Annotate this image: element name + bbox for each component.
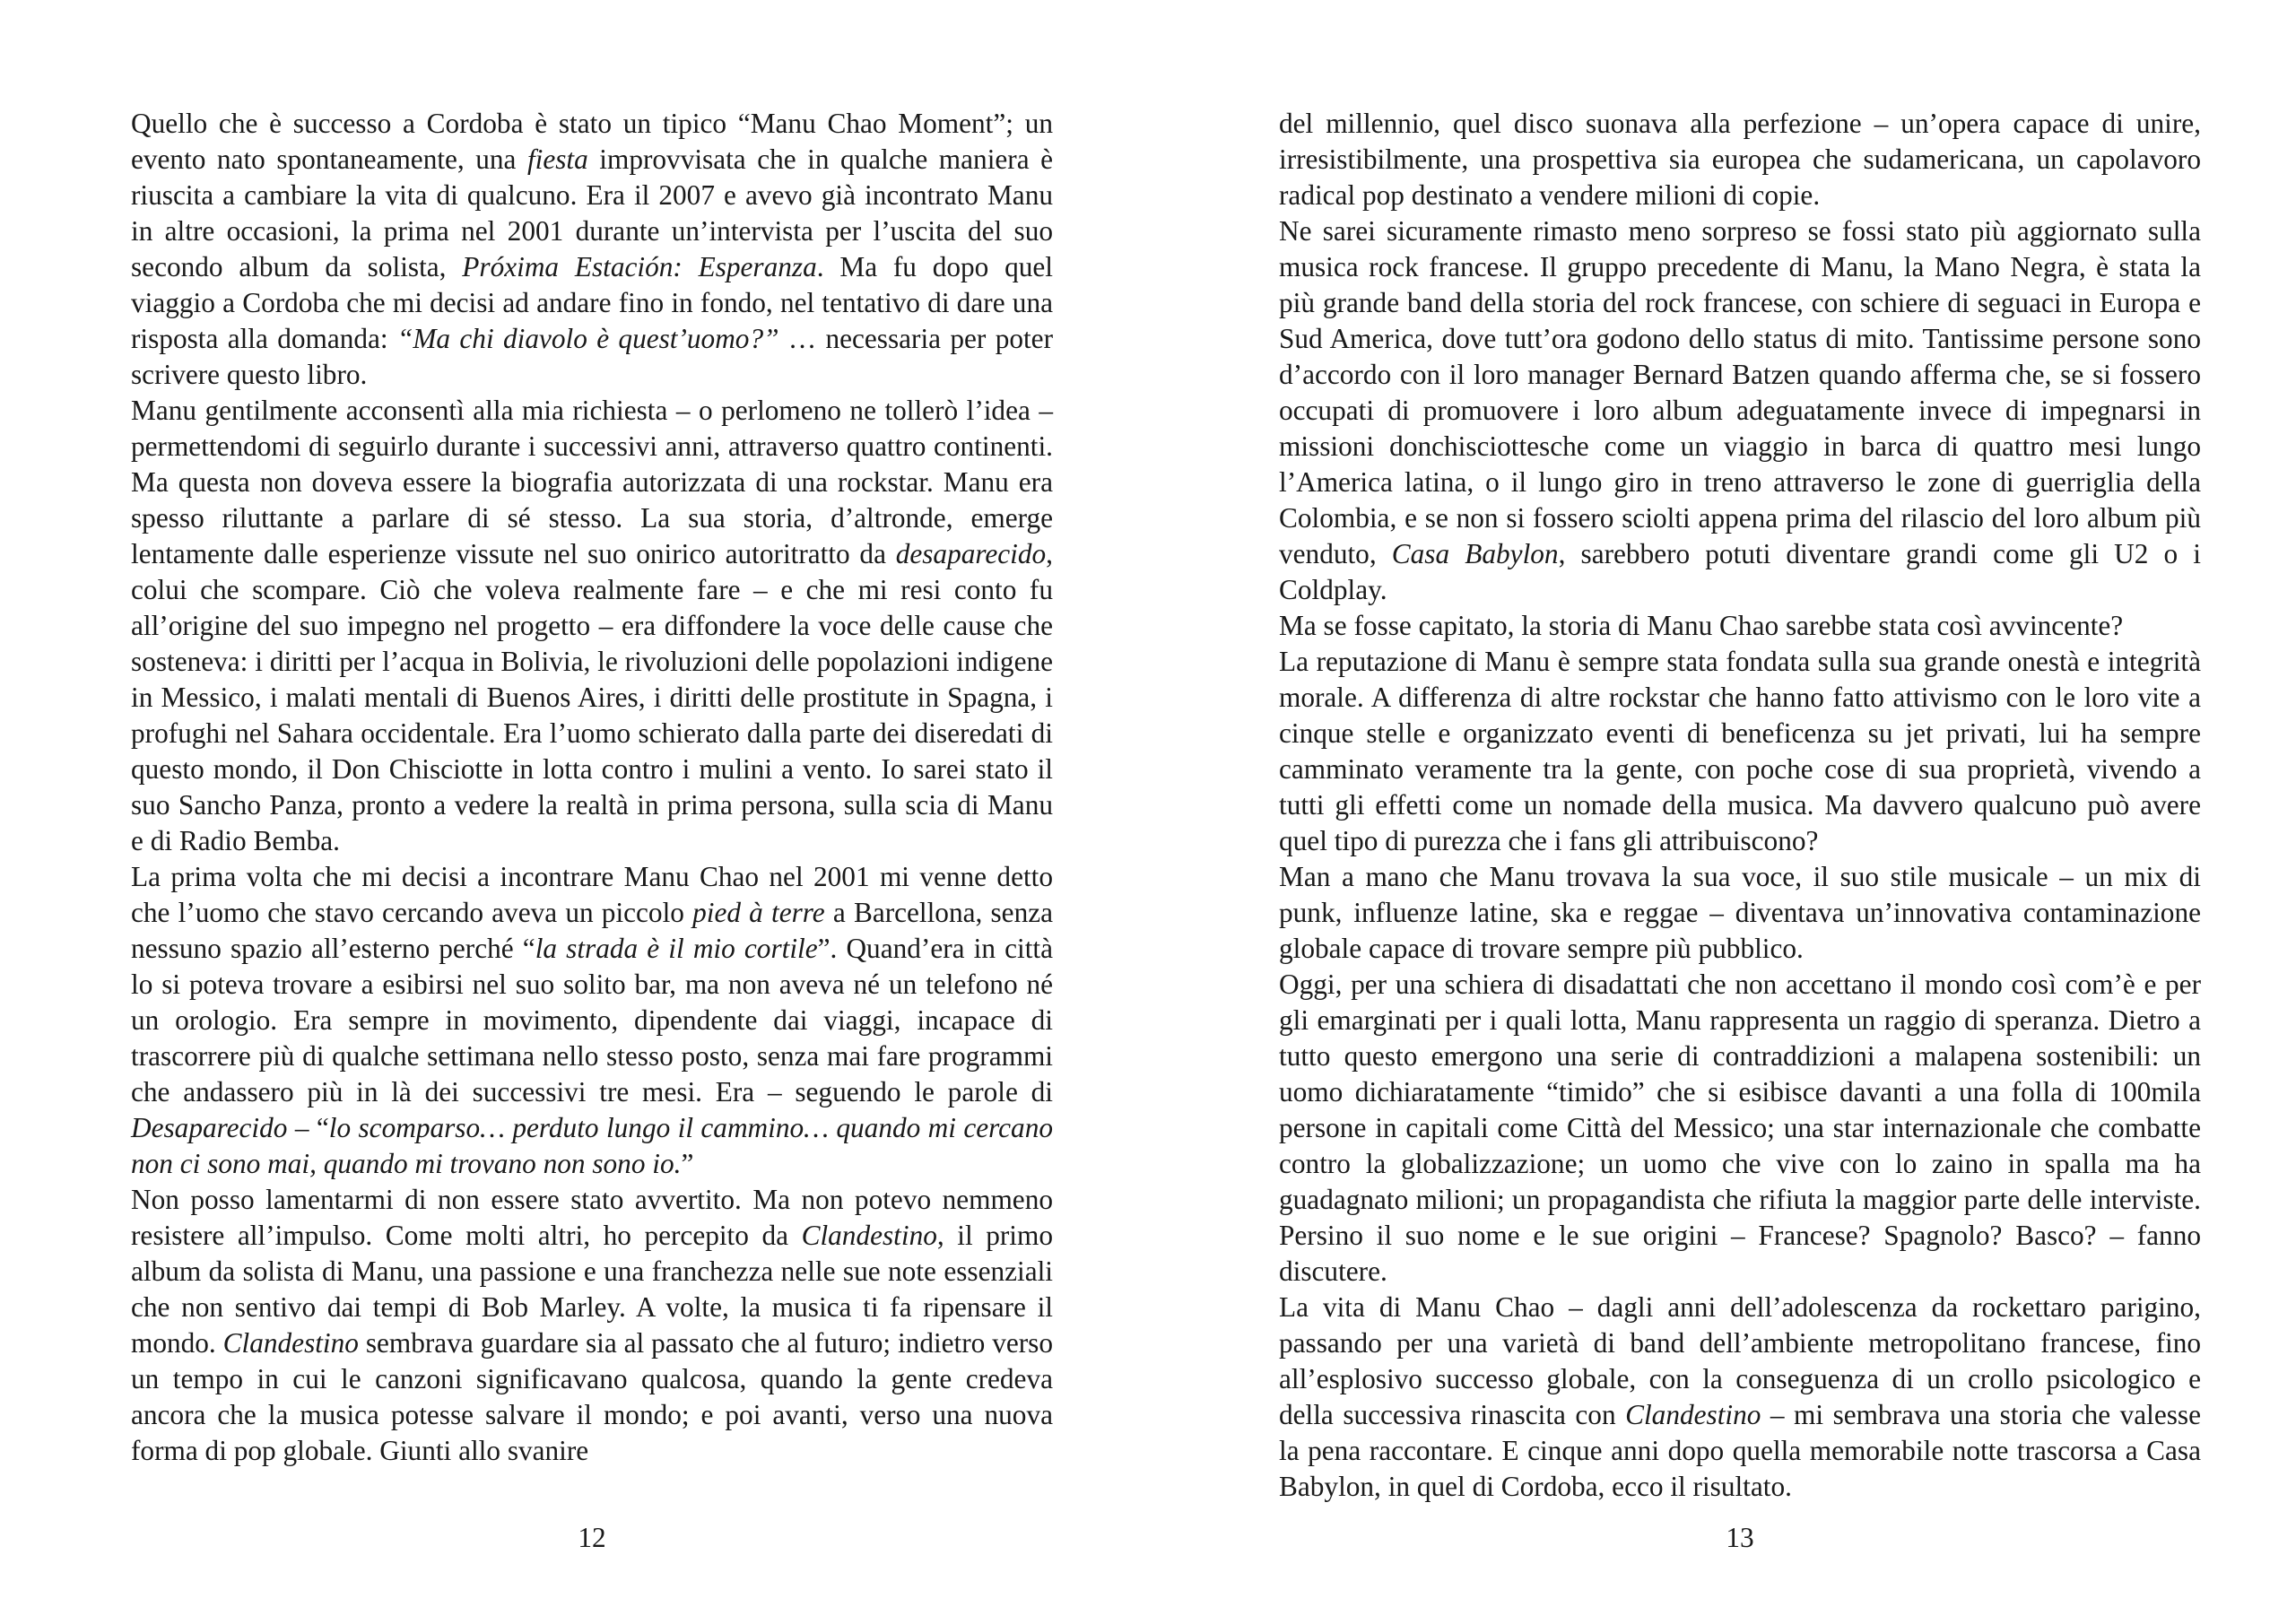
paragraph: Manu gentilmente acconsentì alla mia richiesta – o perlomeno ne tollerò l’idea – permettendomi di seguirlo durante i successivi anni, attraverso quattro continenti. Ma questa non doveva essere la biografia autorizzata di una rockstar. Manu era spesso riluttante a parlare di sé stesso. La sua storia, d’altronde, emerge lentamente dalle esperienze vissute nel suo onirico autoritratto da desaparecido, colui che scompare. Ciò che voleva realmente fare – e che mi resi conto fu all’origine del suo impegno nel progetto – era diffondere la voce delle cause che sosteneva: i diritti per l’acqua in Bolivia, le rivoluzioni delle popolazioni indigene in Messico, i malati mentali di Buenos Aires, i diritti delle prostitute in Spagna, i profughi nel Sahara occidentale. Era l’uomo schierato dalla parte dei diseredati di questo mondo, il Don Chisciotte in lotta contro i mulini a vento. Io sarei stato il suo Sancho Panza, pronto a vedere la realtà in prima persona, sulla scia di Manu e di Radio Bemba. [131,395,1053,856]
italic-text: fiesta [526,143,588,175]
paragraph: La vita di Manu Chao – dagli anni dell’adolescenza da rockettaro parigino, passando per una varietà di band dell’ambiente metropolitano francese, fino all’esplosivo successo globale, con la conseguenza di un crollo psicologico e della successiva rinascita con Clandestino – mi sembrava una storia che valesse la pena raccontare. E cinque anni dopo quella memorabile notte trascorsa a Casa Babylon, in quel di Cordoba, ecco il risultato. [1279,1291,2201,1502]
paragraph: Man a mano che Manu trovava la sua voce, il suo stile musicale – un mix di punk, influenze latine, ska e reggae – diventava un’innovativa contaminazione globale capace di trovare sempre più pubblico. [1279,861,2201,964]
italic-text: la strada è il mio cortile [535,933,818,964]
paragraph: del millennio, quel disco suonava alla perfezione – un’opera capace di unire, irresistibilmente, una prospettiva sia europea che sudamericana, un capolavoro radical pop destinato a vendere milioni di copie. [1279,108,2201,211]
paragraph: Oggi, per una schiera di disadattati che non accettano il mondo così com’è e per gli emarginati per i quali lotta, Manu rappresenta un raggio di speranza. Dietro a tutto questo emergono una serie di contraddizioni a malapena sostenibili: un uomo dichiaratamente “timido” che si esibisce davanti a una folla di 100mila persone in capitali come Città del Messico; una star internazionale che combatte contro la globalizzazione; un uomo che vive con lo zaino in spalla ma ha guadagnato milioni; un propagandista che rifiuta la maggior parte delle interviste. Persino il suo nome e le sue origini – Francese? Spagnolo? Basco? – fanno discutere. [1279,969,2201,1287]
paragraph: Ne sarei sicuramente rimasto meno sorpreso se fossi stato più aggiornato sulla musica rock francese. Il gruppo precedente di Manu, la Mano Negra, è stata la più grande band della storia del rock francese, con schiere di seguaci in Europa e Sud America, dove tutt’ora godono dello status di mito. Tantissime persone sono d’accordo con il loro manager Bernard Batzen quando afferma che, se si fossero occupati di promuovere i loro album adeguatamente invece di impegnarsi in missioni donchisciottesche come un viaggio in barca di quattro mesi lungo l’America latina, o il lungo giro in treno attraverso le zone di guerriglia della Colombia, e se non si fossero sciolti appena prima del rilascio del loro album più venduto, Casa Babylon, sarebbero potuti diventare grandi come gli U2 o i Coldplay. [1279,215,2201,605]
paragraph: Ma se fosse capitato, la storia di Manu Chao sarebbe stata così avvincente? [1279,610,2124,641]
paragraph: Non posso lamentarmi di non essere stato avvertito. Ma non potevo nemmeno resistere all’impulso. Come molti altri, ho percepito da Clandestino, il primo album da solista di Manu, una passione e una franchezza nelle sue note essenziali che non sentivo dai tempi di Bob Marley. A volte, la musica ti fa ripensare il mondo. Clandestino sembrava guardare sia al passato che al futuro; indietro verso un tempo in cui le canzoni significavano qualcosa, quando la gente credeva ancora che la musica potesse salvare il mondo; e poi avanti, verso una nuova forma di pop globale. Giunti allo svanire [131,1184,1053,1466]
italic-text: “Ma chi diavolo è quest’uomo?” [396,323,779,354]
right-page-text [1279,106,2201,1505]
italic-text: Clandestino [1625,1399,1761,1430]
italic-text: Clandestino [222,1327,359,1359]
italic-text: desaparecido [895,538,1047,569]
left-page-text [131,106,1053,1469]
italic-text: Desaparecido [131,1112,288,1143]
paragraph: La reputazione di Manu è sempre stata fondata sulla sua grande onestà e integrità morale. A differenza di altre rockstar che hanno fatto attivismo con le loro vite a cinque stelle e organizzato eventi di beneficenza su jet privati, lui ha sempre camminato veramente tra la gente, con poche cose di sua proprietà, vivendo a tutti gli effetti come un nomade della musica. Ma davvero qualcuno può avere quel tipo di purezza che i fans gli attribuiscono? [1279,646,2201,856]
paragraph: Quello che è successo a Cordoba è stato un tipico “Manu Chao Moment”; un evento nato spontaneamente, una fiesta improvvisata che in qualche maniera è riuscita a cambiare la vita di qualcuno. Era il 2007 e avevo già incontrato Manu in altre occasioni, la prima nel 2001 durante un’intervista per l’uscita del suo secondo album da solista, Próxima Estación: Esperanza. Ma fu dopo quel viaggio a Cordoba che mi decisi ad andare fino in fondo, nel tentativo di dare una risposta alla domanda: “Ma chi diavolo è quest’uomo?” … necessaria per poter scrivere questo libro. [131,108,1053,390]
italic-text: pied à terre [692,897,825,928]
italic-text: Casa Babylon [1391,538,1559,569]
italic-text: lo scomparso… perduto lungo il cammino… quando mi cercano non ci sono mai, quando mi trovano non sono io. [131,1112,1053,1179]
page-number-left: 12 [578,1522,606,1553]
paragraph: La prima volta che mi decisi a incontrare Manu Chao nel 2001 mi venne detto che l’uomo che stavo cercando aveva un piccolo pied à terre a Barcellona, senza nessuno spazio all’esterno perché “la strada è il mio cortile”. Quand’era in città lo si poteva trovare a esibirsi nel suo solito bar, ma non aveva né un telefono né un orologio. Era sempre in movimento, dipendente dai viaggi, incapace di trascorrere più di qualche settimana nello stesso posto, senza mai fare programmi che andassero più in là dei successivi tre mesi. Era – seguendo le parole di Desaparecido – “lo scomparso… perduto lungo il cammino… quando mi cercano non ci sono mai, quando mi trovano non sono io.” [131,861,1053,1179]
italic-text: Clandestino [801,1220,937,1251]
italic-text: Próxima Estación: Esperanza [462,251,817,282]
page-number-right: 13 [1726,1522,1754,1553]
